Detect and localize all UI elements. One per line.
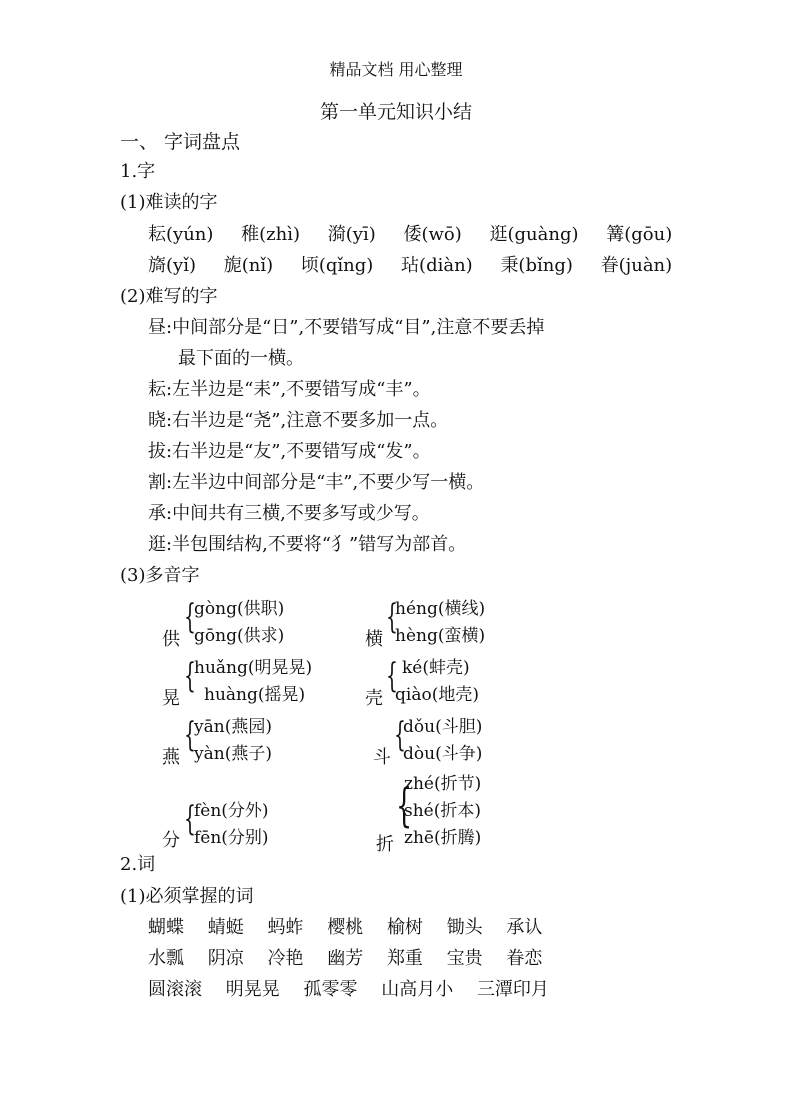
difficult-write-note: 最下面的一横。 [178, 348, 304, 369]
brace-icon: { [386, 656, 398, 696]
char-reading: 眷(juàn) [600, 255, 673, 276]
difficult-write-note: 拔:右半边是“友”,不要错写成“发”。 [148, 441, 431, 462]
polyphone-reading: ké(蚌壳) [402, 658, 470, 678]
polyphone-reading: zhé(折节) [404, 774, 482, 794]
difficult-write-note: 逛:半包围结构,不要将“犭”错写为部首。 [148, 534, 467, 555]
polyphone-reading: fèn(分外) [194, 801, 269, 821]
polyphone-reading: héng(横线) [395, 599, 486, 619]
vocab-word: 明晃晃 [225, 979, 280, 1000]
char-reading: 漪(yī) [327, 224, 376, 245]
polyphone-char: 分 [162, 830, 180, 851]
char-reading: 玷(diàn) [401, 255, 473, 276]
polyphone-char: 斗 [373, 747, 391, 768]
char-reading: 秉(bǐng) [500, 255, 573, 276]
polyphone-reading: fēn(分别) [194, 828, 269, 848]
vocab-word: 山高月小 [381, 979, 454, 1000]
polyphone-char: 折 [376, 834, 394, 855]
vocab-word: 榆树 [386, 917, 423, 938]
polyphone-char: 供 [162, 629, 180, 650]
brace-icon: { [386, 597, 398, 637]
char-reading: 耘(yún) [148, 224, 214, 245]
difficult-read-row-1 [148, 223, 694, 247]
must-words-heading: (1)必须掌握的词 [120, 886, 254, 907]
char-reading: 篝(gōu) [606, 224, 673, 245]
polyphone-reading: gōng(供求) [194, 626, 285, 646]
difficult-write-heading: (2)难写的字 [120, 286, 218, 307]
polyphone-char: 燕 [162, 747, 180, 768]
must-words-row-2 [148, 947, 560, 971]
vocab-word: 蝴蝶 [148, 917, 184, 938]
zi-heading: 1.字 [120, 161, 156, 182]
char-reading: 倭(wō) [403, 224, 462, 245]
difficult-write-note: 割:左半边中间部分是“丰”,不要少写一横。 [148, 472, 485, 493]
vocab-word: 郑重 [386, 948, 423, 969]
brace-icon: { [184, 656, 196, 696]
difficult-write-note: 晓:右半边是“尧”,注意不要多加一点。 [148, 410, 449, 431]
polyphone-reading: huàng(摇晃) [204, 685, 306, 705]
vocab-word: 圆滚滚 [148, 979, 202, 1000]
vocab-word: 樱桃 [327, 917, 364, 938]
polyphone-char: 壳 [365, 688, 383, 709]
difficult-write-note: 耘:左半边是“耒”,不要错写成“丰”。 [148, 379, 431, 400]
polyphone-reading: qiào(地壳) [395, 685, 479, 705]
page-header: 精品文档 用心整理 [329, 60, 463, 79]
polyphone-reading: huǎng(明晃晃) [194, 658, 313, 678]
polyphone-reading: dòu(斗争) [403, 744, 483, 764]
difficult-write-note: 昼:中间部分是“日”,不要错写成“目”,注意不要丢掉 [148, 317, 545, 338]
polyphone-reading: dǒu(斗胆) [403, 717, 483, 737]
polyphone-heading: (3)多音字 [120, 565, 200, 586]
must-words-row-3 [148, 978, 567, 1002]
document-title: 第一单元知识小结 [319, 101, 472, 123]
vocab-word: 水瓢 [148, 948, 184, 969]
char-reading: 旎(nǐ) [223, 255, 274, 276]
brace-icon: { [184, 597, 196, 637]
must-words-row-1 [148, 916, 560, 940]
polyphone-reading: zhē(折腾) [404, 828, 482, 848]
char-reading: 旖(yǐ) [148, 255, 196, 276]
polyphone-reading: yàn(燕子) [194, 744, 272, 764]
vocab-word: 幽芳 [327, 948, 364, 969]
difficult-read-row-2 [148, 254, 694, 278]
brace-icon: { [394, 715, 406, 755]
polyphone-reading: gòng(供职) [194, 599, 285, 619]
char-reading: 稚(zhì) [241, 224, 301, 245]
polyphone-reading: yān(燕园) [194, 717, 272, 737]
ci-heading: 2.词 [120, 854, 156, 875]
difficult-write-note: 承:中间共有三横,不要多写或少写。 [148, 503, 430, 524]
char-reading: 逛(guàng) [489, 224, 579, 245]
vocab-word: 孤零零 [303, 979, 358, 1000]
vocab-word: 三潭印月 [476, 979, 549, 1000]
polyphone-char: 晃 [162, 688, 180, 709]
brace-icon: { [184, 715, 196, 755]
brace-icon: { [184, 799, 196, 839]
brace-icon: { [396, 778, 413, 832]
char-reading: 顷(qǐng) [300, 255, 374, 276]
vocab-word: 蜻蜓 [207, 917, 244, 938]
vocab-word: 宝贵 [446, 948, 483, 969]
difficult-read-heading: (1)难读的字 [120, 192, 218, 213]
polyphone-reading: hèng(蛮横) [395, 626, 486, 646]
polyphone-reading: shé(折本) [404, 801, 481, 821]
vocab-word: 阴凉 [207, 948, 244, 969]
section-heading: 一、 字词盘点 [120, 131, 241, 153]
polyphone-char: 横 [365, 629, 383, 650]
vocab-word: 承认 [506, 917, 543, 938]
vocab-word: 锄头 [446, 917, 483, 938]
vocab-word: 眷恋 [506, 948, 543, 969]
vocab-word: 蚂蚱 [267, 917, 304, 938]
vocab-word: 冷艳 [267, 948, 304, 969]
